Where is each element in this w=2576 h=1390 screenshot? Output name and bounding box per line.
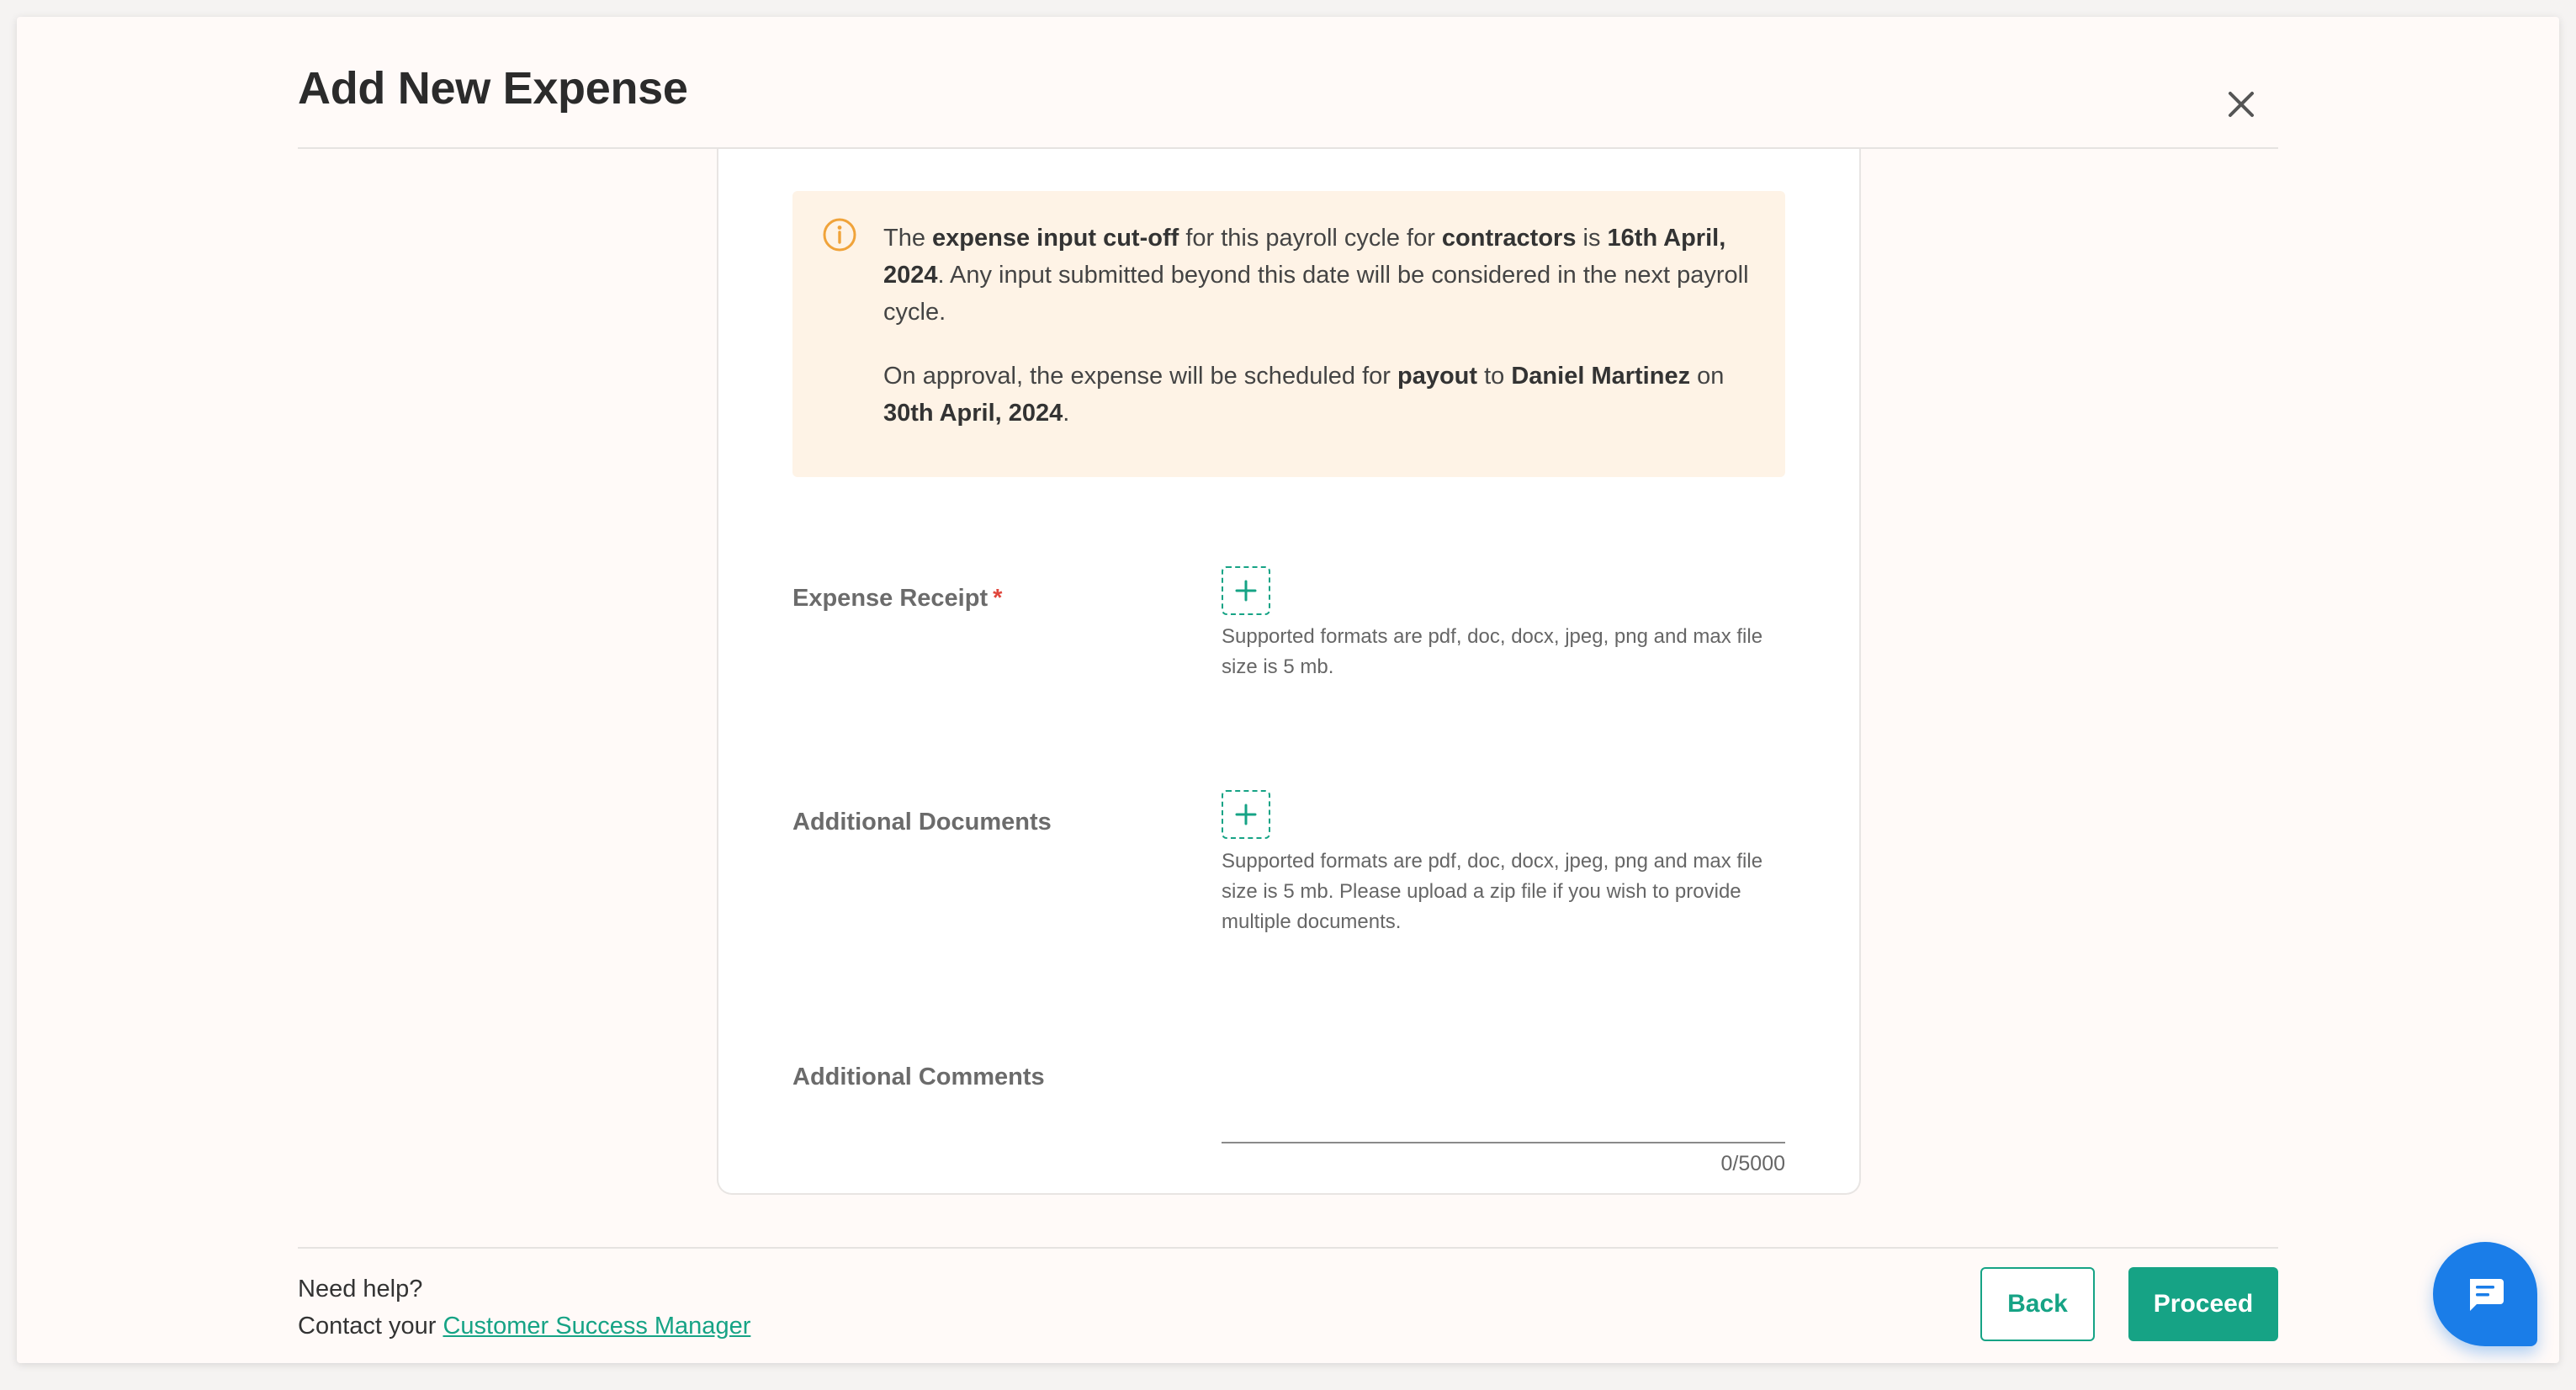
notice-text-run: on xyxy=(1690,363,1725,390)
additional-documents-upload-button[interactable] xyxy=(1222,790,1270,839)
close-icon xyxy=(2227,90,2255,119)
expense-receipt-upload-button[interactable] xyxy=(1222,566,1270,615)
chat-button[interactable] xyxy=(2433,1242,2537,1346)
contact-text: Contact your Customer Success Manager xyxy=(298,1313,751,1340)
info-icon xyxy=(821,216,858,253)
notice-emphasis: contractors xyxy=(1441,225,1577,252)
notice-text-run: . Any input submitted beyond this date will be considered in the next payroll cycle. xyxy=(883,262,1749,326)
required-marker: * xyxy=(993,585,1003,612)
notice-emphasis: 30th April, 2024 xyxy=(883,400,1063,427)
notice-text-run: is xyxy=(1576,225,1608,252)
cutoff-notice-text xyxy=(883,220,1752,331)
notice-text-run: to xyxy=(1477,363,1512,390)
proceed-button[interactable]: Proceed xyxy=(2128,1267,2278,1341)
close-button[interactable] xyxy=(2221,84,2261,125)
notice-emphasis: expense input cut-off xyxy=(932,225,1179,252)
modal-header xyxy=(298,17,2278,149)
footer-divider xyxy=(298,1247,2278,1249)
back-button[interactable]: Back xyxy=(1980,1267,2095,1341)
additional-comments-input[interactable] xyxy=(1222,1100,1785,1143)
plus-icon xyxy=(1234,579,1258,602)
customer-success-manager-link[interactable]: Customer Success Manager xyxy=(443,1313,751,1340)
plus-icon xyxy=(1234,803,1258,826)
notice-text-run: On approval, the expense will be scheduled for xyxy=(883,363,1397,390)
notice-emphasis: Daniel Martinez xyxy=(1511,363,1691,390)
expense-form-card xyxy=(717,149,1861,1195)
cutoff-notice xyxy=(792,191,1785,477)
chat-icon xyxy=(2463,1272,2507,1316)
modal-title: Add New Expense xyxy=(298,63,688,114)
notice-text-run: . xyxy=(1063,400,1070,427)
need-help-text: Need help? xyxy=(298,1276,423,1302)
additional-documents-hint: Supported formats are pdf, doc, docx, jpeg, png and max file size is 5 mb. Please upload a zip file if you wish to provide multiple documents. xyxy=(1222,850,1763,933)
notice-emphasis: 16th April, 2024 xyxy=(883,225,1726,289)
additional-comments-label: Additional Comments xyxy=(792,1064,1045,1090)
add-expense-modal xyxy=(17,17,2559,1363)
payout-notice-text xyxy=(883,358,1752,432)
notice-text-run: for this payroll cycle for xyxy=(1179,225,1442,252)
expense-receipt-hint: Supported formats are pdf, doc, docx, jpeg, png and max file size is 5 mb. xyxy=(1222,625,1763,678)
additional-documents-label: Additional Documents xyxy=(792,809,1052,836)
notice-text-run: The xyxy=(883,225,933,252)
help-section xyxy=(298,1271,750,1345)
comments-char-counter: 0/5000 xyxy=(1720,1152,1785,1175)
expense-receipt-label: Expense Receipt * xyxy=(792,585,1003,612)
notice-emphasis: payout xyxy=(1397,363,1478,390)
